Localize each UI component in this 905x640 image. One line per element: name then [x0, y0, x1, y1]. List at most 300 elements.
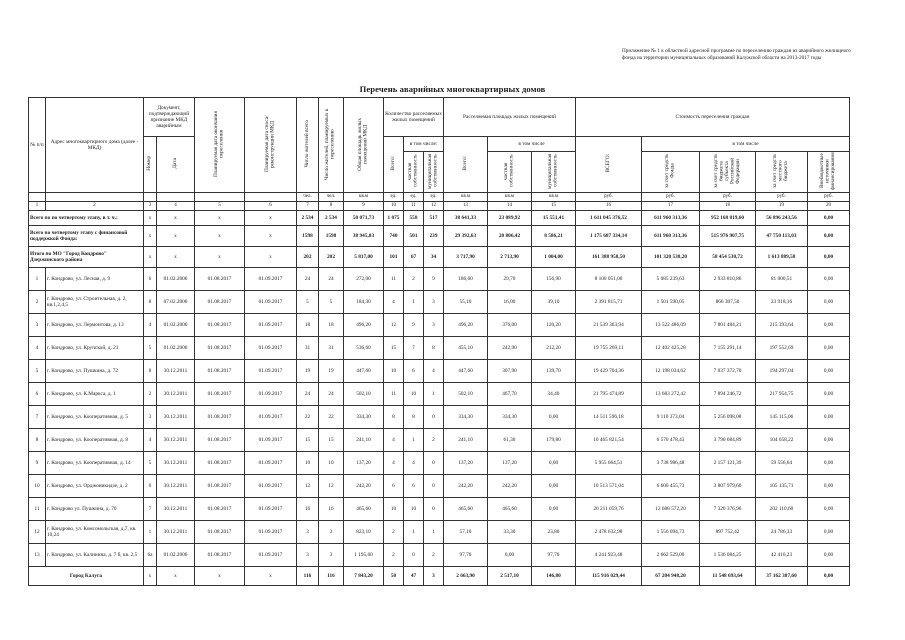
row-cell: 2 933 810,86 [700, 268, 756, 291]
row-cell: 137,20 [488, 452, 532, 475]
row-cell: 120,20 [532, 314, 576, 337]
total-cell: 1 611 045 376,52 [576, 211, 642, 226]
row-cell: 16 [297, 498, 319, 521]
header-residents: Число жителей всего [297, 98, 319, 193]
row-cell: 2 [424, 429, 444, 452]
header-planned-demolition: Планируемая дата сноса/реконструкции МКД [245, 98, 297, 193]
total-cell: х [144, 211, 157, 226]
row-cell: 8 [424, 337, 444, 360]
row-cell: 01.08.2017 [195, 429, 245, 452]
row-cell: 8 [404, 406, 424, 429]
row-cell: 7 [404, 337, 424, 360]
column-number-cell: 17 [642, 202, 700, 211]
table-row [29, 337, 850, 360]
row-cell: 6 570 478,43 [642, 429, 700, 452]
row-cell: 01.08.2017 [195, 291, 245, 314]
city-total-cell: 37 162 387,60 [756, 567, 808, 586]
row-cell: 272,00 [344, 268, 384, 291]
row-cell: 897 752,42 [700, 521, 756, 544]
total-cell: 1 004,00 [532, 247, 576, 268]
row-cell: 11 [384, 268, 404, 291]
row-cell: 866 307,50 [700, 291, 756, 314]
total-cell: 611 960 313,36 [642, 211, 700, 226]
row-cell: 13 522 486,09 [642, 314, 700, 337]
row-cell: 01.09.2017 [245, 452, 297, 475]
total-label: Всего по четвертому этапу с финансовой поддержкой Фонда: [29, 226, 144, 247]
unit-cell: руб. [576, 193, 642, 202]
row-cell: 179,80 [532, 429, 576, 452]
row-cell: 2 [384, 521, 404, 544]
row-cell: 01.08.2017 [195, 544, 245, 567]
table-row [29, 429, 850, 452]
row-address: г. Кондрово, ул. Кооперативная, д. 5 [46, 406, 144, 429]
row-cell: 10 [384, 360, 404, 383]
row-cell: 01.08.2017 [195, 360, 245, 383]
row-cell: 467,70 [488, 383, 532, 406]
row-number: 11 [29, 498, 46, 521]
row-cell: 19 [319, 360, 344, 383]
header-cost-including: в том числе [642, 137, 850, 152]
header-rooms-private: частная собственность [404, 152, 424, 193]
header-planned-relocation: Планируемая дата окончания переселения [195, 98, 245, 193]
total-cell: х [157, 211, 195, 226]
total-cell: х [195, 247, 245, 268]
row-number: 2 [29, 291, 46, 314]
header-docs-group: Документ, подтверждающий признание МКД аварийным [144, 98, 195, 137]
row-number: 10 [29, 475, 46, 498]
table-row [29, 498, 850, 521]
row-cell: 39,10 [532, 291, 576, 314]
table-row [29, 452, 850, 475]
row-cell: 6 600 455,73 [642, 475, 700, 498]
total-cell: 2 534 [319, 211, 344, 226]
row-cell: 01.08.2017 [195, 521, 245, 544]
unit-cell: руб. [808, 193, 850, 202]
row-cell: 1 [404, 291, 424, 314]
row-cell: 4 [144, 429, 157, 452]
total-cell: 517 [424, 211, 444, 226]
row-cell: 15 [297, 429, 319, 452]
row-cell: 9 [404, 314, 424, 337]
city-total-cell: 47 [404, 567, 424, 586]
row-cell: 5 [319, 291, 344, 314]
row-cell: 19 [297, 360, 319, 383]
header-area-group: Расселяемая площадь жилых помещений [444, 98, 576, 137]
row-cell: 01.08.2017 [195, 268, 245, 291]
column-number-cell: 18 [700, 202, 756, 211]
header-cost-local: за счет средств местного бюджета [756, 152, 808, 193]
row-cell: 212,20 [532, 337, 576, 360]
row-cell: 4 [424, 360, 444, 383]
header-area-municipal: муниципальная собственность [532, 152, 576, 193]
row-cell: 24 [319, 383, 344, 406]
row-cell: 10 [404, 383, 424, 406]
row-number: 6 [29, 383, 46, 406]
row-cell: 4 [384, 291, 404, 314]
row-cell: 1 [424, 521, 444, 544]
row-cell: 23,80 [532, 521, 576, 544]
header-rooms-including: в том числе: [404, 137, 444, 152]
row-cell: 7 320 376,96 [700, 498, 756, 521]
row-cell: 455,10 [444, 337, 488, 360]
row-cell: 21 795 474,89 [576, 383, 642, 406]
header-rooms-group: Количество расселяемых жилых помещений [384, 98, 444, 137]
total-cell: 67 [404, 247, 424, 268]
unit-cell: руб. [756, 193, 808, 202]
column-number-cell: 20 [808, 202, 850, 211]
row-cell: 30.12.2011 [157, 498, 195, 521]
city-total-cell: 115 916 029,44 [576, 567, 642, 586]
row-cell: 0,00 [808, 291, 850, 314]
total-row [29, 247, 850, 268]
row-cell: 242,90 [488, 337, 532, 360]
row-address: г. Кондрово, ул. Калинина, д. 7 б, кв. 2,5 [46, 544, 144, 567]
header-area-private: частная собственность [488, 152, 532, 193]
total-cell: 0,00 [808, 247, 850, 268]
row-cell: 11 [384, 383, 404, 406]
row-cell: 20 211 059,76 [576, 498, 642, 521]
row-cell: 55,10 [444, 291, 488, 314]
row-cell: 0,00 [808, 314, 850, 337]
row-cell: 334,30 [488, 406, 532, 429]
column-number-cell: 4 [157, 202, 195, 211]
row-number: 1 [29, 268, 46, 291]
row-cell: 15 [384, 337, 404, 360]
header-cost-group: Стоимость переселения граждан [576, 98, 850, 137]
row-cell: 4 241 923,48 [576, 544, 642, 567]
row-cell: 502,10 [444, 383, 488, 406]
row-cell: 0 [424, 406, 444, 429]
row-cell: 1 [144, 521, 157, 544]
header-doc-number: Номер [144, 137, 157, 193]
unit-cell: кв.м [444, 193, 488, 202]
header-area-including: в том числе [488, 137, 576, 152]
table-row [29, 544, 850, 567]
total-cell: х [144, 226, 157, 247]
row-cell: 7 155 291,14 [700, 337, 756, 360]
total-cell: 2 713,90 [488, 247, 532, 268]
row-cell: 0,00 [808, 429, 850, 452]
row-cell: 2 157 121,39 [700, 452, 756, 475]
table-row [29, 406, 850, 429]
row-number: 3 [29, 314, 46, 337]
header-cost-fund: за счет средств Фонда [642, 152, 700, 193]
total-cell: 202 [319, 247, 344, 268]
total-cell: 20 806,42 [488, 226, 532, 247]
unit-cell [46, 193, 144, 202]
row-cell: 376,00 [488, 314, 532, 337]
row-cell: 97,70 [444, 544, 488, 567]
total-cell: 501 [404, 226, 424, 247]
row-cell: 2 478 632,98 [576, 521, 642, 544]
unit-cell: ед. [424, 193, 444, 202]
row-cell: 01.09.2017 [245, 429, 297, 452]
total-cell: х [157, 247, 195, 268]
row-cell: 0 [424, 475, 444, 498]
unit-cell: руб. [642, 193, 700, 202]
header-cost-total: ВСЕГО: [576, 137, 642, 193]
unit-cell [144, 193, 157, 202]
total-cell: 515 976 907,75 [700, 226, 756, 247]
row-cell: 2 391 815,71 [576, 291, 642, 314]
row-cell: 6 [404, 475, 424, 498]
row-cell: 496,20 [444, 314, 488, 337]
column-number-cell: 6 [245, 202, 297, 211]
row-cell: 01.09.2017 [245, 360, 297, 383]
row-cell: 01.02.2006 [157, 544, 195, 567]
row-cell: 0,00 [808, 337, 850, 360]
total-cell: х [245, 247, 297, 268]
row-address: г. Кондрово, ул. Кооперативная, д. 14 [46, 452, 144, 475]
total-cell: 202 [297, 247, 319, 268]
row-cell: 01.09.2017 [245, 268, 297, 291]
row-address: г. Кондрово, ул. Орджоникидзе, д. 2 [46, 475, 144, 498]
row-cell: 30.12.2011 [157, 383, 195, 406]
table-row [29, 475, 850, 498]
row-cell: 24 [297, 383, 319, 406]
row-cell: 19 755 269,11 [576, 337, 642, 360]
total-cell: 611 960 313,36 [642, 226, 700, 247]
total-cell: 0,00 [808, 211, 850, 226]
header-area-total: Всего: [444, 137, 488, 193]
column-number-cell: 8 [319, 202, 344, 211]
row-cell: 0 [404, 544, 424, 567]
row-cell: 34,40 [532, 383, 576, 406]
unit-cell: кв.м [488, 193, 532, 202]
total-cell: 952 168 819,60 [700, 211, 756, 226]
total-cell: 558 [404, 211, 424, 226]
row-cell: 184,30 [344, 291, 384, 314]
row-cell: 1 501 590,05 [642, 291, 700, 314]
total-cell: 47 750 113,03 [756, 226, 808, 247]
unit-cell: чел. [319, 193, 344, 202]
row-cell: 31 [319, 337, 344, 360]
header-total-area: Общая площадь жилых помещений МКД [344, 98, 384, 193]
row-address: г. Кондрово, ул. К.Маркса, д. 1 [46, 383, 144, 406]
row-cell: 18 [319, 314, 344, 337]
row-cell: 0,00 [532, 498, 576, 521]
total-cell: 23 089,92 [488, 211, 532, 226]
total-cell: 239 [424, 226, 444, 247]
row-cell: 0,00 [808, 360, 850, 383]
row-cell: 0,00 [808, 406, 850, 429]
row-cell: 0,00 [808, 475, 850, 498]
header-row-2 [29, 137, 850, 152]
total-cell: 50 071,73 [344, 211, 384, 226]
row-cell: 8 [144, 291, 157, 314]
annex-line-2: фонда на территории муниципальных образований Калужской области на 2013-2017 годы [622, 55, 822, 61]
city-total-cell: 116 [319, 567, 344, 586]
row-number: 9 [29, 452, 46, 475]
city-total-label: Город Калуга [29, 567, 144, 586]
row-cell: 242,20 [444, 475, 488, 498]
unit-cell: руб. [700, 193, 756, 202]
row-cell: 01.08.2017 [195, 383, 245, 406]
row-cell: 6 [144, 268, 157, 291]
row-cell: 3 [424, 314, 444, 337]
row-cell: 1 [424, 383, 444, 406]
row-cell: 30.12.2011 [157, 360, 195, 383]
row-cell: 242,20 [344, 475, 384, 498]
units-row [29, 193, 850, 202]
row-cell: 01.09.2017 [245, 498, 297, 521]
row-cell: 215 393,64 [756, 314, 808, 337]
row-number: 5 [29, 360, 46, 383]
row-cell: 81 000,51 [756, 268, 808, 291]
column-number-row [29, 202, 850, 211]
row-cell: 15 [319, 429, 344, 452]
table-row [29, 383, 850, 406]
row-cell: 97,70 [532, 544, 576, 567]
row-cell: 5 085 239,63 [642, 268, 700, 291]
row-cell: 334,30 [444, 406, 488, 429]
row-cell: 6а [144, 544, 157, 567]
city-total-cell: 3 [424, 567, 444, 586]
row-cell: 22 [297, 406, 319, 429]
total-row [29, 211, 850, 226]
row-cell: 0,00 [808, 544, 850, 567]
row-cell: 0,00 [488, 544, 532, 567]
total-cell: 2 534 [297, 211, 319, 226]
row-cell: 12 [384, 314, 404, 337]
row-cell: 16 [319, 498, 344, 521]
row-cell: 12 688 572,20 [642, 498, 700, 521]
total-cell: х [245, 211, 297, 226]
row-cell: 334,30 [344, 406, 384, 429]
unit-cell: чел. [297, 193, 319, 202]
row-address: г. Кондрово, ул. Строительная, д. 2, кв.1,2,4,5 [46, 291, 144, 314]
row-cell: 42 410,23 [756, 544, 808, 567]
row-cell: 307,90 [488, 360, 532, 383]
row-address: г. Кондрово, ул. Комсомольская, д.7, кв. 10,24 [46, 521, 144, 544]
row-cell: 241,10 [444, 429, 488, 452]
city-total-cell: 67 204 948,20 [642, 567, 700, 586]
row-cell: 447,60 [444, 360, 488, 383]
city-total-cell: 116 [297, 567, 319, 586]
row-address: г. Кондрово, ул. Лесная, д. 9 [46, 268, 144, 291]
row-cell: 3 738 986,48 [642, 452, 700, 475]
row-cell: 496,20 [344, 314, 384, 337]
row-cell: 139,70 [532, 360, 576, 383]
row-cell: 202 110,60 [756, 498, 808, 521]
column-number-cell: 7 [297, 202, 319, 211]
unit-cell [157, 193, 195, 202]
row-cell: 30.12.2011 [157, 429, 195, 452]
row-cell: 217 954,75 [756, 383, 808, 406]
row-cell: 01.09.2017 [245, 314, 297, 337]
annex-header [622, 48, 892, 62]
column-number-cell: 13 [444, 202, 488, 211]
row-cell: 6 [404, 360, 424, 383]
row-address: г. Кондрово, ул. Пушкина, д. 72 [46, 360, 144, 383]
row-cell: 01.08.2017 [195, 406, 245, 429]
table-row [29, 521, 850, 544]
row-cell: 30.12.2011 [157, 475, 195, 498]
row-cell: 447,60 [344, 360, 384, 383]
row-cell: 01.08.2017 [195, 314, 245, 337]
row-cell: 536,60 [344, 337, 384, 360]
row-cell: 156,90 [532, 268, 576, 291]
column-number-cell: 11 [404, 202, 424, 211]
column-number-cell: 1 [29, 202, 46, 211]
row-cell: 13 683 272,42 [642, 383, 700, 406]
row-cell: 4 [384, 429, 404, 452]
city-total-cell: 2 663,90 [444, 567, 488, 586]
row-cell: 01.02.2006 [157, 268, 195, 291]
total-cell: 1598 [297, 226, 319, 247]
row-cell: 57,10 [444, 521, 488, 544]
header-address: Адрес многоквартирного дома (далее - МКД) [46, 98, 144, 193]
row-cell: 3 [297, 521, 319, 544]
column-number-cell: 15 [532, 202, 576, 211]
row-cell: 3 [424, 291, 444, 314]
row-cell: 10 [384, 498, 404, 521]
row-number: 8 [29, 429, 46, 452]
row-number: 4 [29, 337, 46, 360]
total-cell: 0,00 [808, 226, 850, 247]
row-cell: 07.02.2006 [157, 291, 195, 314]
row-cell: 16,00 [488, 291, 532, 314]
row-cell: 0,00 [532, 452, 576, 475]
unit-cell: ед. [404, 193, 424, 202]
row-cell: 4 [384, 452, 404, 475]
row-cell: 105 135,71 [756, 475, 808, 498]
total-cell: 38 641,33 [444, 211, 488, 226]
row-address: г. Кондрово, ул. Лермонтова, д. 13 [46, 314, 144, 337]
table-row [29, 360, 850, 383]
row-address: г. Кондрово, ул. Кооперативная, д. 8 [46, 429, 144, 452]
row-cell: 12 198 034,62 [642, 360, 700, 383]
unit-cell: ед. [384, 193, 404, 202]
city-total-cell: 2 517,10 [488, 567, 532, 586]
column-number-cell: 10 [384, 202, 404, 211]
row-cell: 0 [424, 498, 444, 521]
header-residents-planned: Число жителей, планируемых к переселению [319, 98, 344, 193]
city-total-cell: 11 548 693,64 [700, 567, 756, 586]
row-cell: 0,00 [808, 521, 850, 544]
row-cell: 137,20 [444, 452, 488, 475]
row-cell: 1 [404, 429, 424, 452]
total-label: Итого по МО "Город Кондрово" Дзержинского района [29, 247, 144, 268]
row-cell: 24 786,33 [756, 521, 808, 544]
total-cell: 1 175 687 334,14 [576, 226, 642, 247]
row-cell: 137,20 [344, 452, 384, 475]
row-cell: 194 297,04 [756, 360, 808, 383]
row-cell: 7 037 372,70 [700, 360, 756, 383]
total-cell: 161 388 958,50 [576, 247, 642, 268]
row-cell: 9 [424, 268, 444, 291]
total-cell: 58 454 530,72 [700, 247, 756, 268]
city-total-cell: 50 [384, 567, 404, 586]
row-cell: 2 [404, 268, 424, 291]
row-cell: 0,00 [808, 498, 850, 521]
total-cell: 29 392,63 [444, 226, 488, 247]
row-cell: 01.08.2017 [195, 452, 245, 475]
row-cell: 6 [144, 475, 157, 498]
city-total-row [29, 567, 850, 586]
row-cell: 1 [404, 521, 424, 544]
total-cell: х [245, 226, 297, 247]
total-cell: х [195, 211, 245, 226]
row-cell: 2 [424, 544, 444, 567]
total-label: Всего по по четвертому этапу, в т. ч.: [29, 211, 144, 226]
row-cell: 01.02.2006 [157, 337, 195, 360]
row-cell: 242,20 [488, 475, 532, 498]
row-cell: 12 402 425,28 [642, 337, 700, 360]
row-cell: 186,60 [444, 268, 488, 291]
row-cell: 197 552,69 [756, 337, 808, 360]
column-number-cell: 5 [195, 202, 245, 211]
